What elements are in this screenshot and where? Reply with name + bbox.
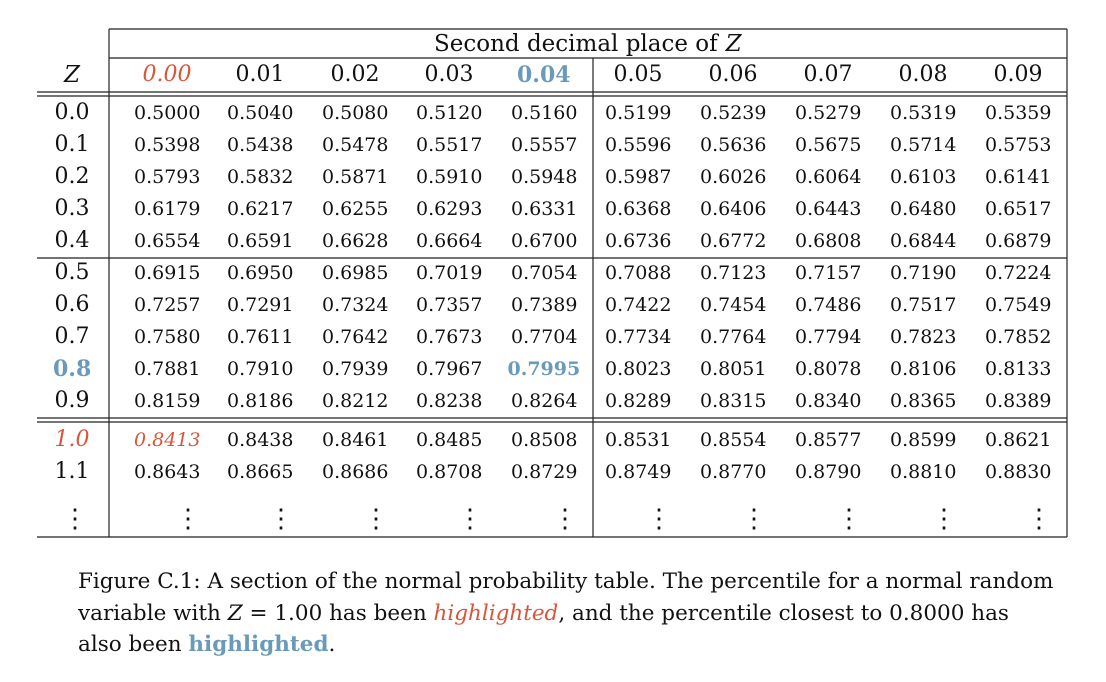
table-cell: 0.6985	[322, 261, 389, 284]
column-header: 0.09	[993, 62, 1043, 87]
column-header: 0.00	[142, 62, 192, 87]
table-cell: 0.5987	[605, 165, 672, 188]
table-cell: 0.6141	[985, 165, 1052, 188]
table-cell: 0.8461	[322, 428, 389, 451]
table-cell: 0.7939	[322, 357, 389, 380]
table-cell: 0.6879	[985, 229, 1052, 252]
table-cell: 0.8023	[605, 357, 672, 380]
table-cell: 0.8289	[605, 389, 672, 412]
table-cell: 0.7291	[227, 293, 294, 316]
table-cell: 0.7549	[985, 293, 1052, 316]
table-cell: 0.7881	[134, 357, 201, 380]
continuation-dots: ⋮	[268, 504, 294, 534]
table-cell: 0.6443	[795, 197, 862, 220]
table-cell: 0.7967	[416, 357, 483, 380]
table-cell: 0.5910	[416, 165, 483, 188]
table-cell: 0.7357	[416, 293, 483, 316]
table-cell: 0.7389	[511, 293, 578, 316]
continuation-dots: ⋮	[931, 504, 957, 534]
table-cell: 0.7734	[605, 325, 672, 348]
table-cell: 0.7764	[700, 325, 767, 348]
continuation-dots: ⋮	[741, 504, 767, 534]
table-cell: 0.8238	[416, 389, 483, 412]
continuation-dots: ⋮	[646, 504, 672, 534]
table-cell: 0.7019	[416, 261, 483, 284]
continuation-dots: ⋮	[62, 504, 88, 534]
continuation-dots: ⋮	[457, 504, 483, 534]
table-cell: 0.5793	[134, 165, 201, 188]
table-cell: 0.8830	[985, 460, 1052, 483]
table-cell: 0.6368	[605, 197, 672, 220]
table-cell: 0.8749	[605, 460, 672, 483]
table-cell: 0.5279	[795, 101, 862, 124]
table-cell: 0.5832	[227, 165, 294, 188]
table-cell: 0.7054	[511, 261, 578, 284]
table-cell: 0.8106	[890, 357, 957, 380]
table-cell: 0.7852	[985, 325, 1052, 348]
table-cell: 0.7704	[511, 325, 578, 348]
table-cell: 0.8413	[134, 428, 201, 451]
table-cell: 0.6700	[511, 229, 578, 252]
table-cell: 0.7486	[795, 293, 862, 316]
table-cell: 0.8159	[134, 389, 201, 412]
table-cell: 0.6103	[890, 165, 957, 188]
table-cell: 0.8078	[795, 357, 862, 380]
table-cell: 0.5398	[134, 133, 201, 156]
table-cell: 0.8599	[890, 428, 957, 451]
table-cell: 0.7517	[890, 293, 957, 316]
table-cell: 0.8810	[890, 460, 957, 483]
caption-text-2: = 1.00 has been	[242, 600, 434, 626]
table-cell: 0.8340	[795, 389, 862, 412]
column-header: 0.08	[898, 62, 948, 87]
table-cell: 0.5636	[700, 133, 767, 156]
continuation-dots: ⋮	[175, 504, 201, 534]
table-cell: 0.8665	[227, 460, 294, 483]
table-cell: 0.6331	[511, 197, 578, 220]
caption-highlight-blue: highlighted	[188, 632, 329, 657]
table-cell: 0.6064	[795, 165, 862, 188]
table-cell: 0.5120	[416, 101, 483, 124]
row-header-label: Z	[64, 61, 80, 88]
table-cell: 0.7123	[700, 261, 767, 284]
table-cell: 0.7422	[605, 293, 672, 316]
table-cell: 0.5948	[511, 165, 578, 188]
table-cell: 0.8133	[985, 357, 1052, 380]
super-header-var: Z	[725, 30, 742, 57]
table-cell: 0.6406	[700, 197, 767, 220]
column-header: 0.06	[708, 62, 758, 87]
table-cell: 0.5557	[511, 133, 578, 156]
table-cell: 0.7157	[795, 261, 862, 284]
table-cell: 0.6772	[700, 229, 767, 252]
row-header: 0.5	[54, 260, 90, 285]
column-header: 0.03	[424, 62, 474, 87]
continuation-dots: ⋮	[552, 504, 578, 534]
table-cell: 0.5359	[985, 101, 1052, 124]
table-cell: 0.8212	[322, 389, 389, 412]
table-cell: 0.7190	[890, 261, 957, 284]
table-cell: 0.7224	[985, 261, 1052, 284]
table-cell: 0.7823	[890, 325, 957, 348]
continuation-dots: ⋮	[836, 504, 862, 534]
table-cell: 0.8621	[985, 428, 1052, 451]
table-cell: 0.6736	[605, 229, 672, 252]
table-cell: 0.5753	[985, 133, 1052, 156]
table-cell: 0.7673	[416, 325, 483, 348]
table-cell: 0.5714	[890, 133, 957, 156]
table-cell: 0.5596	[605, 133, 672, 156]
row-header: 0.8	[53, 356, 92, 382]
table-cell: 0.7995	[507, 357, 581, 380]
caption-text-4: .	[328, 632, 336, 657]
table-cell: 0.6255	[322, 197, 389, 220]
row-header: 0.6	[54, 292, 90, 317]
column-header: 0.07	[803, 62, 853, 87]
row-header: 1.1	[54, 459, 90, 484]
table-cell: 0.8438	[227, 428, 294, 451]
table-cell: 0.7794	[795, 325, 862, 348]
table-cell: 0.5517	[416, 133, 483, 156]
table-cell: 0.8643	[134, 460, 201, 483]
continuation-dots: ⋮	[363, 504, 389, 534]
table-cell: 0.5199	[605, 101, 672, 124]
table-cell: 0.6628	[322, 229, 389, 252]
table-cell: 0.5160	[511, 101, 578, 124]
table-cell: 0.5675	[795, 133, 862, 156]
row-header: 0.4	[54, 228, 90, 253]
table-cell: 0.6480	[890, 197, 957, 220]
row-header: 0.3	[54, 196, 90, 221]
super-header-text: Second decimal place of	[434, 30, 718, 57]
table-cell: 0.6950	[227, 261, 294, 284]
table-cell: 0.6217	[227, 197, 294, 220]
table-cell: 0.6179	[134, 197, 201, 220]
table-cell: 0.5478	[322, 133, 389, 156]
table-cell: 0.7910	[227, 357, 294, 380]
table-cell: 0.8790	[795, 460, 862, 483]
table-cell: 0.8708	[416, 460, 483, 483]
table-cell: 0.7642	[322, 325, 389, 348]
caption-highlight-red: highlighted	[433, 600, 559, 626]
table-cell: 0.8531	[605, 428, 672, 451]
table-cell: 0.8729	[511, 460, 578, 483]
table-cell: 0.7611	[227, 325, 294, 348]
row-header: 0.9	[54, 388, 90, 413]
column-header: 0.02	[330, 62, 380, 87]
table-cell: 0.7324	[322, 293, 389, 316]
table-cell: 0.6808	[795, 229, 862, 252]
row-header: 0.0	[54, 100, 90, 125]
table-cell: 0.8264	[511, 389, 578, 412]
table-cell: 0.8686	[322, 460, 389, 483]
table-cell: 0.6026	[700, 165, 767, 188]
table-cell: 0.5040	[227, 101, 294, 124]
table-cell: 0.8770	[700, 460, 767, 483]
table-cell: 0.5080	[322, 101, 389, 124]
table-cell: 0.7088	[605, 261, 672, 284]
table-cell: 0.6915	[134, 261, 201, 284]
table-cell: 0.8051	[700, 357, 767, 380]
table-cell: 0.7257	[134, 293, 201, 316]
continuation-dots: ⋮	[1026, 504, 1052, 534]
table-cell: 0.6293	[416, 197, 483, 220]
table-cell: 0.6844	[890, 229, 957, 252]
column-header: 0.05	[613, 62, 663, 87]
table-cell: 0.5239	[700, 101, 767, 124]
column-header: 0.01	[235, 62, 285, 87]
row-header: 0.2	[54, 164, 90, 189]
table-cell: 0.8485	[416, 428, 483, 451]
row-header: 0.1	[54, 132, 90, 157]
table-cell: 0.5000	[134, 101, 201, 124]
table-cell: 0.5871	[322, 165, 389, 188]
table-cell: 0.6664	[416, 229, 483, 252]
table-cell: 0.7580	[134, 325, 201, 348]
row-header: 0.7	[54, 324, 90, 349]
caption-text-3: , and the percentile closest to 0.8000 has also been	[78, 600, 1009, 657]
row-header: 1.0	[54, 427, 90, 452]
table-cell: 0.8365	[890, 389, 957, 412]
table-cell: 0.7454	[700, 293, 767, 316]
table-cell: 0.6554	[134, 229, 201, 252]
table-cell: 0.8577	[795, 428, 862, 451]
table-cell: 0.8389	[985, 389, 1052, 412]
table-cell: 0.8186	[227, 389, 294, 412]
caption-text-1: Figure C.1: A section of the normal probability table. The percentile for a normal random variable with	[78, 569, 1054, 626]
table-cell: 0.8554	[700, 428, 767, 451]
table-cell: 0.6591	[227, 229, 294, 252]
table-cell: 0.8315	[700, 389, 767, 412]
table-cell: 0.5319	[890, 101, 957, 124]
table-cell: 0.6517	[985, 197, 1052, 220]
figure-caption	[78, 566, 1058, 661]
table-cell: 0.8508	[511, 428, 578, 451]
column-header: 0.04	[517, 62, 571, 88]
super-header	[434, 30, 742, 57]
caption-math-var: Z	[227, 600, 243, 626]
table-cell: 0.5438	[227, 133, 294, 156]
